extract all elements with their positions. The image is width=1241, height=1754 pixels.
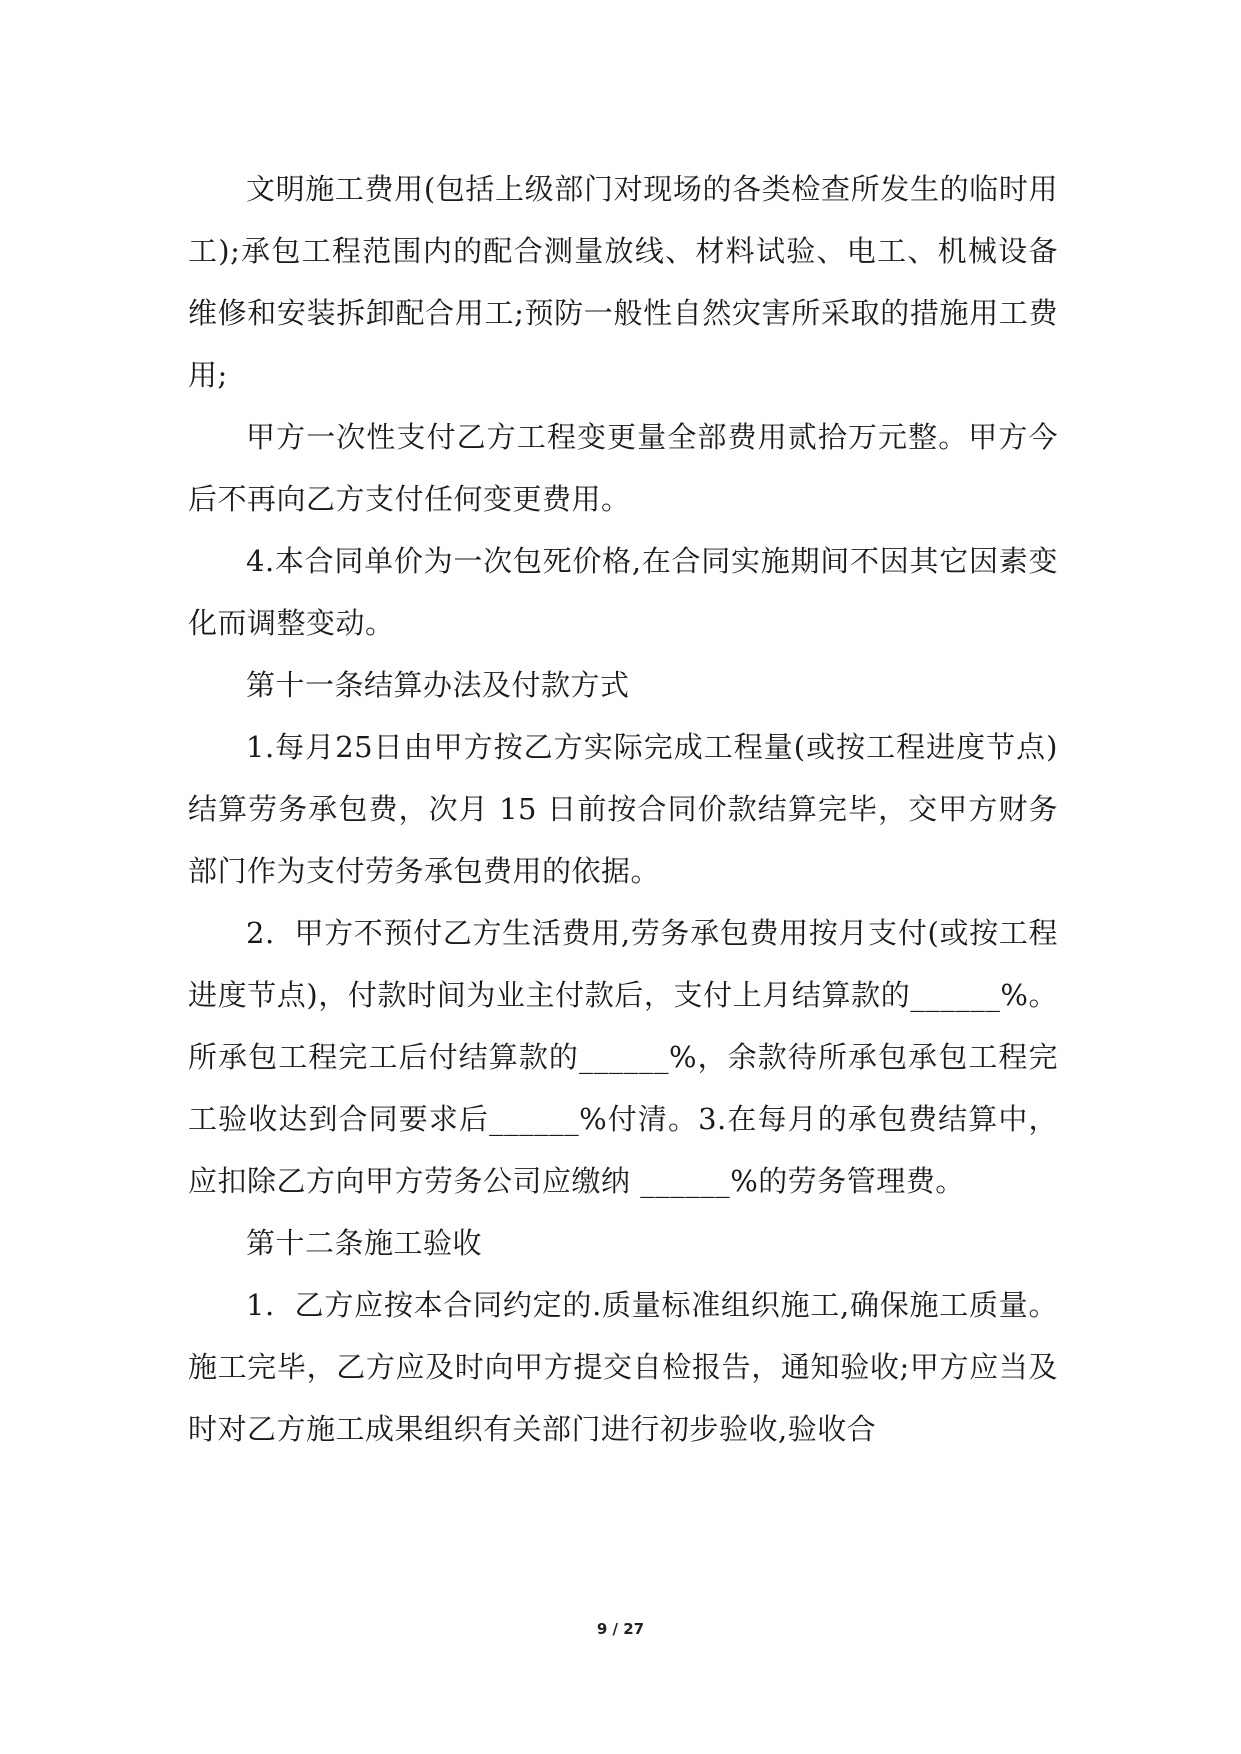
paragraph-unit-price-clause: 4.本合同单价为一次包死价格,在合同实施期间不因其它因素变化而调整变动。	[188, 544, 1058, 640]
paragraph-change-fee-payment: 甲方一次性支付乙方工程变更量全部费用贰拾万元整。甲方今后不再向乙方支付任何变更费用。	[188, 420, 1058, 516]
paragraph-civilized-construction-costs: 文明施工费用(包括上级部门对现场的各类检查所发生的临时用工);承包工程范围内的配合测量放线、材料试验、电工、机械设备维修和安装拆卸配合用工;预防一般性自然灾害所采取的措施用工费用;	[188, 172, 1058, 392]
section-heading-article-12: 第十二条施工验收	[246, 1226, 483, 1260]
paragraph-construction-acceptance: 1. 乙方应按本合同约定的.质量标准组织施工,确保施工质量。施工完毕，乙方应及时向甲方提交自检报告，通知验收;甲方应当及时对乙方施工成果组织有关部门进行初步验收,验收合	[188, 1288, 1058, 1446]
page-number: 9 / 27	[596, 1620, 645, 1638]
document-body	[188, 158, 1058, 1460]
section-heading-article-11: 第十一条结算办法及付款方式	[246, 668, 630, 702]
paragraph-payment-terms: 2. 甲方不预付乙方生活费用,劳务承包费用按月支付(或按工程进度节点)，付款时间为业主付款后，支付上月结算款的______%。所承包工程完工后付结算款的______%，余款待所承包承包工程完工验收达到合同要求后______%付清。3.在每月的承包费结算中，应扣除乙方向甲方劳务公司应缴纳 ______%的劳务管理费。	[188, 916, 1058, 1198]
paragraph-monthly-settlement: 1.每月25日由甲方按乙方实际完成工程量(或按工程进度节点)结算劳务承包费，次月 15 日前按合同价款结算完毕，交甲方财务部门作为支付劳务承包费用的依据。	[188, 730, 1058, 888]
